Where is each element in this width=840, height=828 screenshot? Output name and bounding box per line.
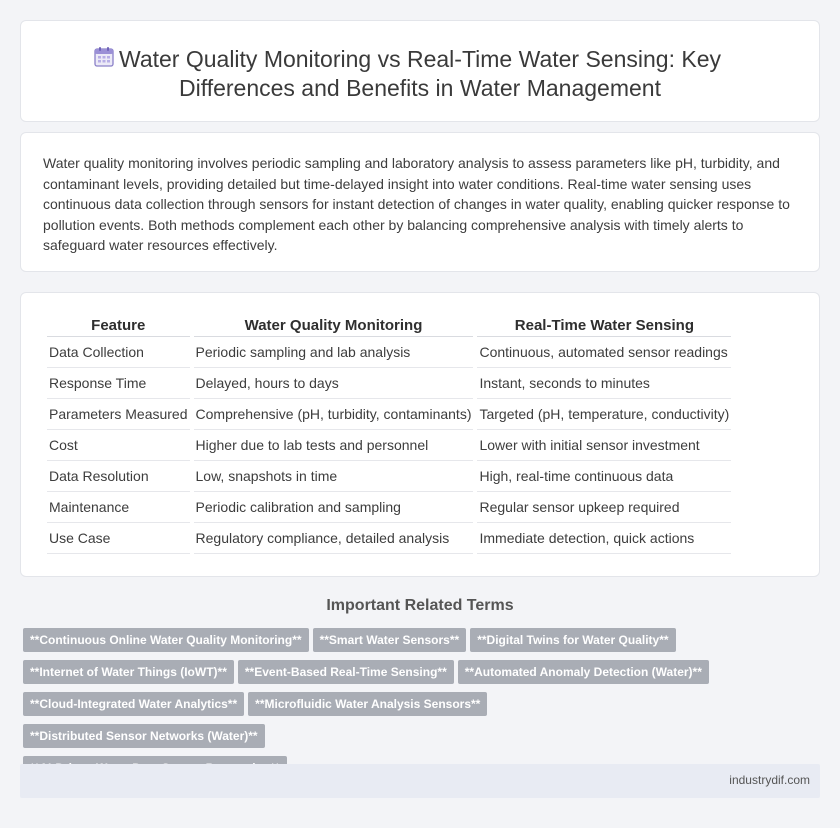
related-term-tag[interactable]: **Automated Anomaly Detection (Water)** bbox=[458, 660, 709, 684]
cell-sensing: Immediate detection, quick actions bbox=[477, 523, 731, 554]
header-feature: Feature bbox=[47, 314, 190, 337]
table-row bbox=[47, 461, 731, 492]
comparison-card bbox=[20, 292, 820, 577]
table-row bbox=[47, 430, 731, 461]
cell-monitoring: Periodic sampling and lab analysis bbox=[194, 337, 474, 368]
related-terms-heading: Important Related Terms bbox=[326, 597, 514, 614]
cell-monitoring: Low, snapshots in time bbox=[194, 461, 474, 492]
page-title: Water Quality Monitoring vs Real-Time Water Sensing: Key Differences and Benefits in Water Management bbox=[118, 46, 722, 101]
related-term-tag[interactable]: **Digital Twins for Water Quality** bbox=[470, 628, 675, 652]
table-header-row bbox=[47, 314, 731, 337]
cell-sensing: High, real-time continuous data bbox=[477, 461, 731, 492]
header-sensing: Real-Time Water Sensing bbox=[477, 314, 731, 337]
header-monitoring: Water Quality Monitoring bbox=[194, 314, 474, 337]
related-term-tag[interactable]: **Event-Based Real-Time Sensing** bbox=[238, 660, 454, 684]
cell-feature: Maintenance bbox=[47, 492, 190, 523]
cell-monitoring: Periodic calibration and sampling bbox=[194, 492, 474, 523]
cell-monitoring: Delayed, hours to days bbox=[194, 368, 474, 399]
cell-monitoring: Comprehensive (pH, turbidity, contaminants) bbox=[194, 399, 474, 430]
cell-monitoring: Regulatory compliance, detailed analysis bbox=[194, 523, 474, 554]
related-term-tag[interactable]: **Internet of Water Things (IoWT)** bbox=[23, 660, 234, 684]
footer-site-link[interactable]: industrydif.com bbox=[729, 773, 810, 787]
table-row bbox=[47, 337, 731, 368]
comparison-table bbox=[43, 314, 735, 554]
cell-sensing: Instant, seconds to minutes bbox=[477, 368, 731, 399]
cell-sensing: Lower with initial sensor investment bbox=[477, 430, 731, 461]
related-term-tag[interactable]: **Cloud-Integrated Water Analytics** bbox=[23, 692, 244, 716]
related-term-tag[interactable]: **Continuous Online Water Quality Monitoring** bbox=[23, 628, 309, 652]
related-term-tag[interactable]: **Distributed Sensor Networks (Water)** bbox=[23, 724, 265, 748]
cell-feature: Data Resolution bbox=[47, 461, 190, 492]
related-term-tag[interactable]: **Smart Water Sensors** bbox=[313, 628, 467, 652]
table-row bbox=[47, 368, 731, 399]
table-row bbox=[47, 492, 731, 523]
cell-sensing: Continuous, automated sensor readings bbox=[477, 337, 731, 368]
footer bbox=[20, 764, 820, 798]
table-row bbox=[47, 523, 731, 554]
title-card bbox=[20, 20, 820, 122]
cell-feature: Use Case bbox=[47, 523, 190, 554]
cell-feature: Parameters Measured bbox=[47, 399, 190, 430]
intro-card bbox=[20, 132, 820, 272]
cell-feature: Cost bbox=[47, 430, 190, 461]
cell-sensing: Regular sensor upkeep required bbox=[477, 492, 731, 523]
table-row bbox=[47, 399, 731, 430]
cell-feature: Data Collection bbox=[47, 337, 190, 368]
cell-feature: Response Time bbox=[47, 368, 190, 399]
intro-paragraph: Water quality monitoring involves periodic sampling and laboratory analysis to assess parameters like pH, turbidity, and contaminant levels, providing detailed but time-delayed insight into water conditions. Real-time water sensing uses continuous data collection through sensors for instant detection of changes in water quality, enabling quicker response to pollution events. Both methods complement each other by balancing comprehensive analysis with timely alerts to safeguard water resources effectively. bbox=[43, 155, 790, 253]
cell-monitoring: Higher due to lab tests and personnel bbox=[194, 430, 474, 461]
related-term-tag[interactable]: **Microfluidic Water Analysis Sensors** bbox=[248, 692, 487, 716]
cell-sensing: Targeted (pH, temperature, conductivity) bbox=[477, 399, 731, 430]
